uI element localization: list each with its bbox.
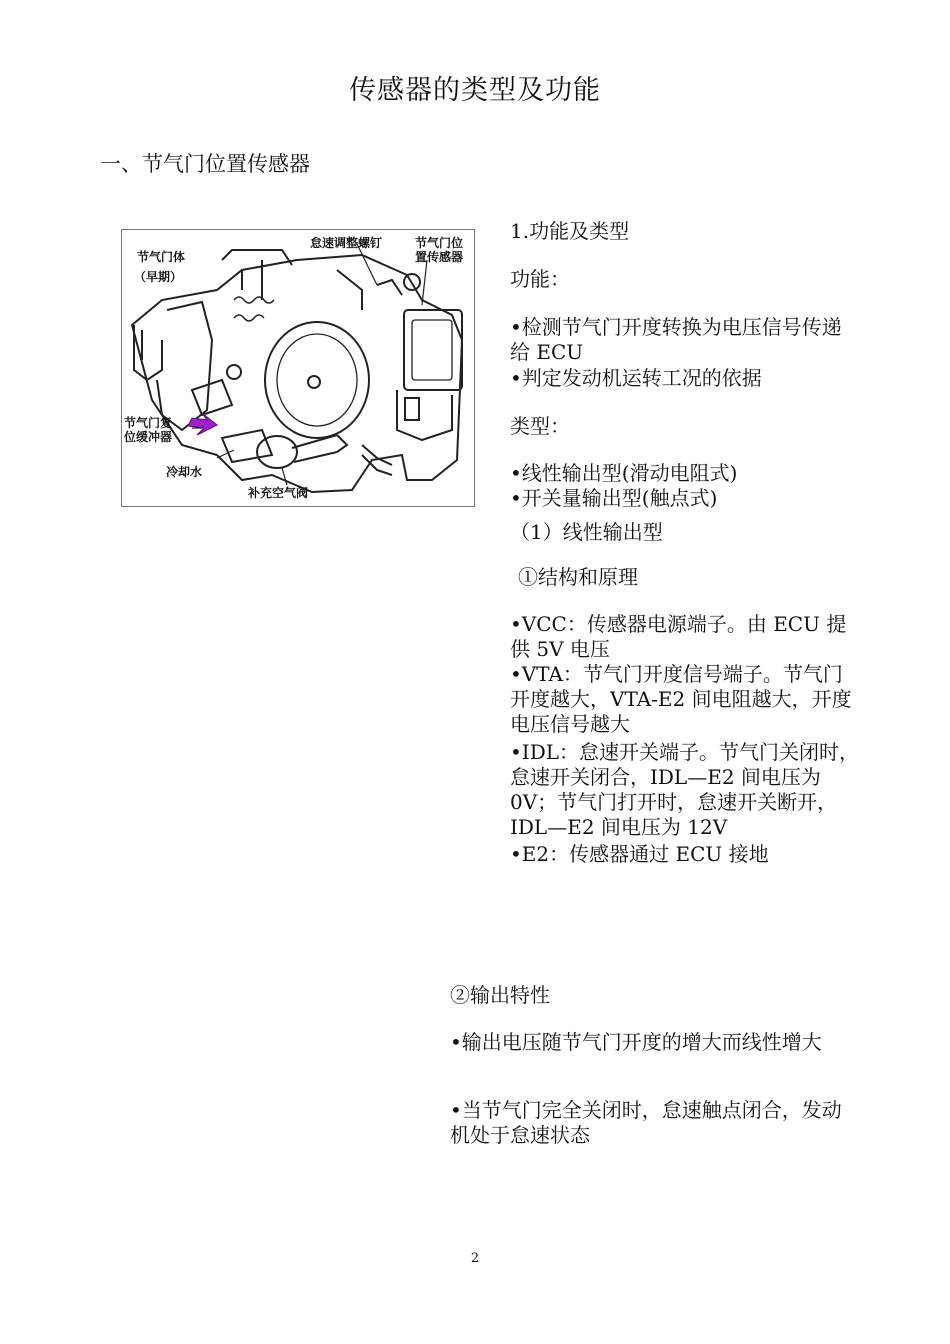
throttle-body-figure <box>121 229 475 507</box>
label-throttle-body: 节气门体 <box>137 250 186 264</box>
page-title: 传感器的类型及功能 <box>349 75 601 106</box>
function-item: •检测节气门开度转换为电压信号传递给 ECU <box>510 315 842 364</box>
terminal-item: •VTA：节气门开度信号端子。节气门开度越大，VTA-E2 间电阻越大，开度电压信号越大 <box>510 662 852 736</box>
function-label: 功能： <box>510 267 570 291</box>
label-tps-1: 节气门位 <box>415 236 464 250</box>
label-idle-screw: 怠速调整螺钉 <box>310 236 383 250</box>
label-coolant: 冷却水 <box>166 465 203 479</box>
type-item: •开关量输出型(触点式) <box>510 486 718 510</box>
function-item: •判定发动机运转工况的依据 <box>510 366 762 390</box>
label-dashpot-2: 位缓冲器 <box>124 430 173 444</box>
output-item: •当节气门完全关闭时，怠速触点闭合，发动机处于怠速状态 <box>450 1098 842 1147</box>
structure-heading: ①结构和原理 <box>518 565 638 589</box>
type-item: •线性输出型(滑动电阻式) <box>510 461 738 485</box>
section-heading: 一、节气门位置传感器 <box>100 152 310 176</box>
page-number: 2 <box>470 1251 480 1266</box>
terminal-item: •VCC：传感器电源端子。由 ECU 提供 5V 电压 <box>510 612 847 661</box>
terminal-item: •IDL：怠速开关端子。节气门关闭时，怠速开关闭合，IDL—E2 间电压为 0V；节气门打开时，怠速开关断开，IDL—E2 间电压为 12V <box>510 740 860 839</box>
linear-heading: （1）线性输出型 <box>510 520 663 544</box>
label-dashpot-1: 节气门复 <box>124 416 173 430</box>
label-tps-2: 置传感器 <box>415 250 464 264</box>
type-label: 类型： <box>510 414 570 438</box>
terminal-item: •E2：传感器通过 ECU 接地 <box>510 842 769 866</box>
output-item: •输出电压随节气门开度的增大而线性增大 <box>450 1030 822 1054</box>
label-early: （早期） <box>134 270 183 284</box>
subheading-function-type: 1.功能及类型 <box>510 219 630 243</box>
label-aux-air-valve: 补充空气阀 <box>248 486 309 500</box>
output-heading: ②输出特性 <box>450 983 550 1007</box>
